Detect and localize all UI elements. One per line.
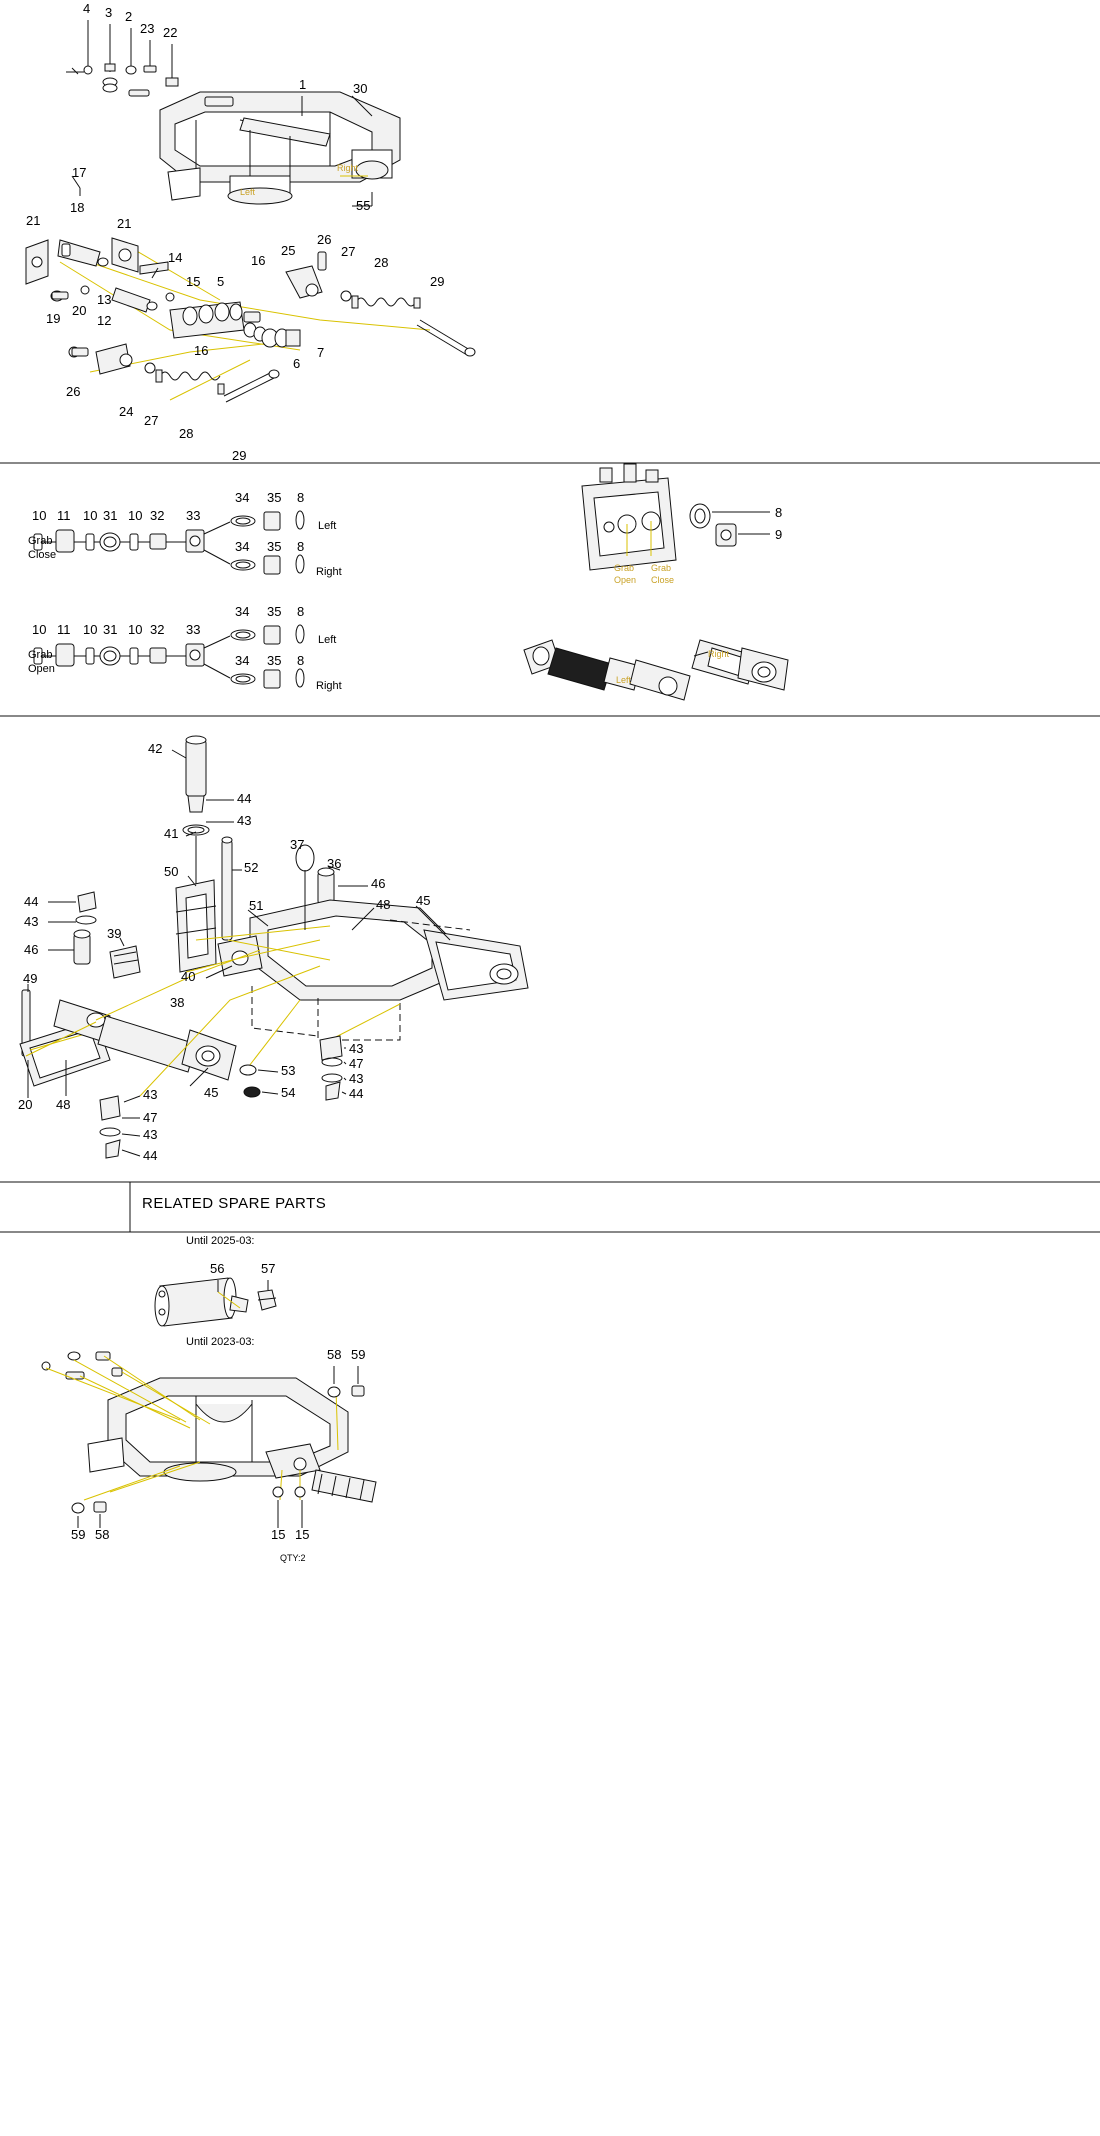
until-2025-note: Until 2025-03: (186, 1235, 255, 1247)
callout-number: 16 (194, 343, 209, 358)
callout-number: 26 (317, 232, 332, 247)
callout-number: 57 (261, 1261, 276, 1276)
callout-number: 20 (72, 303, 87, 318)
callout-number: 35 (267, 490, 282, 505)
callout-number: 43 (349, 1071, 364, 1086)
callout-number: 24 (119, 404, 134, 419)
callout-number: 30 (353, 81, 368, 96)
callout-number: 10 (128, 622, 143, 637)
callout-number: 44 (237, 791, 252, 806)
callout-number: 28 (179, 426, 194, 441)
callout-number: 13 (97, 292, 112, 307)
callout-number: 26 (66, 384, 81, 399)
callout-number: 42 (148, 741, 163, 756)
callout-number: 44 (143, 1148, 158, 1163)
callout-number: 27 (341, 244, 356, 259)
callout-number: 31 (103, 508, 118, 523)
callout-number: 34 (235, 604, 250, 619)
callout-number: 37 (290, 837, 305, 852)
callout-number: 5 (217, 274, 225, 289)
callout-number: 48 (376, 897, 391, 912)
callout-number: 10 (83, 622, 98, 637)
callout-number: 29 (430, 274, 445, 289)
callout-number: 11 (57, 622, 71, 637)
callout-number: 59 (351, 1347, 366, 1362)
callout-number: 14 (168, 250, 183, 265)
callout-number: 43 (143, 1127, 158, 1142)
valve-port-grab-open: Grab (614, 563, 635, 573)
callout-number: 11 (57, 508, 71, 523)
callout-number: 10 (128, 508, 143, 523)
group-label-grab-close: Grab (28, 535, 53, 547)
callout-number: 44 (349, 1086, 364, 1101)
group-label-grab-open: Grab (28, 649, 53, 661)
callout-number: 53 (281, 1063, 296, 1078)
callout-number: 40 (181, 969, 196, 984)
callout-number: 43 (237, 813, 252, 828)
callout-number: 15 (271, 1527, 286, 1542)
callout-number: 3 (105, 5, 113, 20)
callout-number: 17 (72, 165, 87, 180)
callout-number: 12 (97, 313, 112, 328)
callout-number: 58 (327, 1347, 342, 1362)
callout-number: 41 (164, 826, 179, 841)
callout-number: 59 (71, 1527, 86, 1542)
group-label-grab-open-2: Open (28, 663, 55, 675)
group-label-grab-close-2: Close (28, 549, 57, 561)
callout-number: 46 (371, 876, 386, 891)
callout-number: 2 (125, 9, 133, 24)
callout-number: 10 (83, 508, 98, 523)
side-label-right: Right (337, 163, 359, 173)
callout-number: 35 (267, 604, 282, 619)
callout-number: 15 (295, 1527, 310, 1542)
callout-number: 47 (349, 1056, 364, 1071)
callout-number: 7 (317, 345, 325, 360)
callout-number: 8 (297, 490, 305, 505)
callout-number: 49 (23, 971, 38, 986)
callout-number: 1 (299, 77, 307, 92)
callout-number: 33 (186, 622, 201, 637)
callout-number: 48 (56, 1097, 71, 1112)
callout-number: 54 (281, 1085, 296, 1100)
callout-number: 39 (107, 926, 122, 941)
callout-number: 52 (244, 860, 259, 875)
callout-number: 27 (144, 413, 159, 428)
callout-number: 28 (374, 255, 389, 270)
valve-port-grab-open-2: Open (614, 575, 637, 585)
callout-number: 35 (267, 539, 282, 554)
callout-number: 21 (26, 213, 41, 228)
valve-port-grab-close-2: Close (651, 575, 675, 585)
callout-number: 58 (95, 1527, 110, 1542)
callout-number: 10 (32, 622, 47, 637)
callout-number: 8 (775, 505, 783, 520)
callout-number: 10 (32, 508, 47, 523)
callout-number: 31 (103, 622, 118, 637)
callout-number: 45 (416, 893, 431, 908)
callout-number: 21 (117, 216, 132, 231)
callout-number: 51 (249, 898, 264, 913)
callout-number: 43 (143, 1087, 158, 1102)
callout-number: 19 (46, 311, 61, 326)
callout-number: 43 (349, 1041, 364, 1056)
callout-number: 47 (143, 1110, 158, 1125)
callout-number: 18 (70, 200, 85, 215)
callout-number: 34 (235, 490, 250, 505)
callout-number: 35 (267, 653, 282, 668)
qty-note: QTY:2 (280, 1553, 306, 1563)
callout-number: 55 (356, 198, 371, 213)
callout-number: 32 (150, 508, 165, 523)
branch-side-left: Left (318, 634, 337, 646)
callout-number: 45 (204, 1085, 219, 1100)
callout-number: 22 (163, 25, 178, 40)
callout-number: 15 (186, 274, 201, 289)
callout-number: 6 (293, 356, 301, 371)
side-label-left: Left (240, 187, 256, 197)
callout-number: 32 (150, 622, 165, 637)
branch-side-right: Right (316, 566, 342, 578)
callout-number: 34 (235, 539, 250, 554)
callout-number: 43 (24, 914, 39, 929)
until-2023-note: Until 2023-03: (186, 1336, 255, 1348)
callout-number: 8 (297, 604, 305, 619)
callout-number: 33 (186, 508, 201, 523)
callout-number: 46 (24, 942, 39, 957)
callout-number: 4 (83, 1, 91, 16)
cylinder-label-left: Left (616, 675, 632, 685)
callout-number: 56 (210, 1261, 225, 1276)
callout-number: 36 (327, 856, 342, 871)
callout-number: 38 (170, 995, 185, 1010)
branch-side-right: Right (316, 680, 342, 692)
cylinder-label-right: Right (708, 649, 730, 659)
callout-number: 9 (775, 527, 783, 542)
related-spare-parts-heading: RELATED SPARE PARTS (142, 1195, 327, 1212)
callout-number: 8 (297, 539, 305, 554)
callout-number: 34 (235, 653, 250, 668)
valve-port-grab-close: Grab (651, 563, 672, 573)
branch-side-left: Left (318, 520, 337, 532)
callout-number: 50 (164, 864, 179, 879)
callout-number: 25 (281, 243, 296, 258)
callout-number: 29 (232, 448, 247, 463)
callout-number: 16 (251, 253, 266, 268)
callout-number: 20 (18, 1097, 33, 1112)
callout-number: 8 (297, 653, 305, 668)
callout-number: 23 (140, 21, 155, 36)
callout-number: 44 (24, 894, 39, 909)
